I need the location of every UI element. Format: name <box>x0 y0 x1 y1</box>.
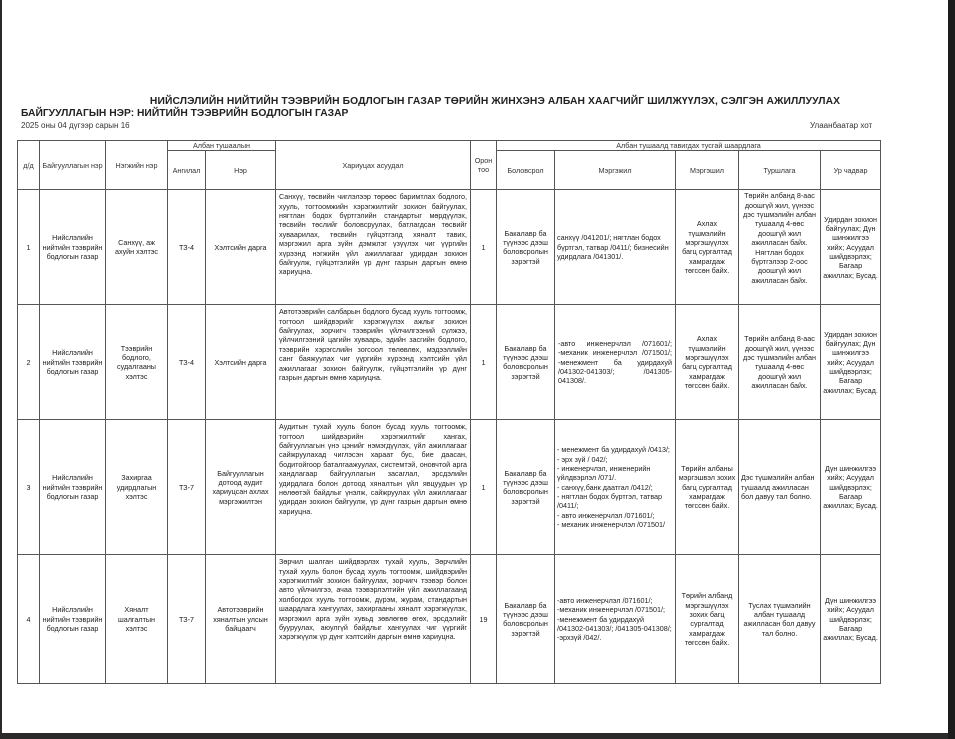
cell-education: Бакалавр ба түүнээс дээш боловсролын зэрэгтэй <box>497 305 555 420</box>
header-profession: Мэргэжил <box>555 151 676 190</box>
profession-line: - механик инженерчлэл /071501/ <box>557 520 666 530</box>
document-city: Улаанбаатар хот <box>810 121 873 130</box>
table-row <box>18 555 881 684</box>
table-row <box>18 305 881 420</box>
cell-org-name: Нийслэлийн нийтийн тээврийн бодлогын газар <box>40 305 106 420</box>
header-count: Орон тоо <box>471 141 497 190</box>
cell-experience: Туслах түшмэлийн албан тушаалд ажилласан бол давуу тал болно. <box>739 555 821 684</box>
profession-line: - менежмент ба удирдахуй /0413/; <box>557 445 670 455</box>
cell-unit-name: Хяналт шалгалтын хэлтэс <box>106 555 168 684</box>
header-skills: Ур чадвар <box>821 151 881 190</box>
cell-responsibility: Автотээврийн салбарын бодлого бусад хууль тогтоомж, тогтоол шийдвэрийг хэрэгжүүлэх ажлыг зохион байгуулах, зорчигч тээврийн үйлчилгээний сүлжээ, үйлчилгээний цагийн хуваарь, эдийн засгийн бодлого, тээврийн хэрэгслийн зогсоол төлөвлөх, мэдээллийн санг баяжуулах чиг үүргийн хүрээнд хэлтсийн үйл ажиллагааг зохион байгуулж, гүйцэтгэлийн үр дүнг газрын даргын өмнө хариуцна. <box>276 305 471 420</box>
cell-profession: санхүү /041201/; нягтлан бодох бүртгэл, татвар /0411/; бизнесийн удирдлага /041301/. <box>555 190 676 305</box>
cell-unit-name: Захиргаа удирдлагын хэлтэс <box>106 420 168 555</box>
document-title <box>2 96 948 107</box>
cell-count: 1 <box>471 305 497 420</box>
cell-specialization: Төрийн албанд мэргэшүүлэх зохих багц сургалтад хамрагдаж төгссөн байх. <box>676 555 739 684</box>
profession-line: - инженерчлэл, инженерийн үйлдвэрлэл /071/. <box>557 463 651 483</box>
cell-count: 1 <box>471 190 497 305</box>
header-experience: Туршлага <box>739 151 821 190</box>
cell-experience: Дэс түшмэлийн албан тушаалд ажилласан бол давуу тал болно. <box>739 420 821 555</box>
table-row <box>18 190 881 305</box>
cell-responsibility: Зөрчил шалган шийдвэрлэх тухай хууль, Зөрчлийн тухай хууль болон бусад хууль тогтоомж, шийдвэрийн хэрэгжилтийг зохион байгуулах, зорчигч тээвэр болон авто үйлчилгээ, ачаа тээвэрлэлтийн үйл ажиллагаанд холбогдох хууль тогтоомж, дүрэм, журам, стандартын шаардлага хангуулах, захиргааны хяналт хэрэгжүүлэх, мэргэжил арга зүйн хувьд зөвлөгөө өгөх, эрсдэлийг бууруулах, аюулгүй байдлыг хангуулах чиг үүргийг хэрэгжүүлж үр дүнг хэлтсийн даргын өмнө хариуцна. <box>276 555 471 684</box>
table-row <box>18 420 881 555</box>
positions-table <box>17 140 881 684</box>
cell-education: Бакалавр ба түүнээс дээш боловсролын зэрэгтэй <box>497 420 555 555</box>
profession-line: - санхүү,банк даатгал /0412/; <box>557 482 653 492</box>
profession-line: - авто инженерчлэл /071601/; <box>557 510 655 520</box>
page-edge-shadow <box>948 0 955 739</box>
cell-category: ТЗ-4 <box>168 305 206 420</box>
cell-specialization: Ахлах түшмэлийн мэргэшүүлэх багц сургалтад хамрагдаж төгссөн байх. <box>676 190 739 305</box>
cell-education: Бакалавр ба түүнээс дээш боловсролын зэрэгтэй <box>497 190 555 305</box>
cell-no: 3 <box>18 420 40 555</box>
cell-no: 1 <box>18 190 40 305</box>
cell-name: Хэлтсийн дарга <box>206 305 276 420</box>
cell-org-name: Нийслэлийн нийтийн тээврийн бодлогын газар <box>40 190 106 305</box>
organization-name: БАЙГУУЛЛАГЫН НЭР: НИЙТИЙН ТЭЭВРИЙН БОДЛОГЫН ГАЗАР <box>21 108 349 119</box>
profession-line: - нягтлан бодох бүртгэл, татвар /0411/; <box>557 492 663 511</box>
header-no: д/д <box>18 141 40 190</box>
document-date: 2025 оны 04 дүгээр сарын 16 <box>21 121 130 130</box>
cell-org-name: Нийслэлийн нийтийн тээврийн бодлогын газар <box>40 555 106 684</box>
cell-no: 4 <box>18 555 40 684</box>
cell-responsibility: Санхүү, төсвийн чиглэлээр төрөөс баримтлах бодлого, хууль, тогтоомжийн хэрэгжилтийг зохион байгуулах, нягтлан бодох бүртгэлийн стандартыг мөрдүүлэх, төсвийн төслийг боловсруулах, батлагдсан төсвийг хуваарилах, төсвийн гүйцэтгэлд хяналт тавих, мэргэжил арга зүйн дэмжлэг үзүүлэх чиг үүргийн хүрээнд нэгжийн үйл ажиллагааг удирдан зохион байгуулж, гүйцэтгэлийн үр дүнг газрын даргын өмнө хариуцна. <box>276 190 471 305</box>
header-responsibility: Хариуцах асуудал <box>276 141 471 190</box>
cell-category: ТЗ-4 <box>168 190 206 305</box>
cell-skills: Удирдан зохион байгуулах; Дүн шинжилгээ хийх; Асуудал шийдвэрлэх; Багаар ажиллах; Бусад. <box>821 190 881 305</box>
cell-specialization: Ахлах түшмэлийн мэргэшүүлэх багц сургалтад хамрагдаж төгссөн байх. <box>676 305 739 420</box>
cell-count: 19 <box>471 555 497 684</box>
cell-name: Хэлтсийн дарга <box>206 190 276 305</box>
header-org-name: Байгууллагын нэр <box>40 141 106 190</box>
cell-name: Автотээврийн хяналтын улсын байцаагч <box>206 555 276 684</box>
cell-education: Бакалавр ба түүнээс дээш боловсролын зэрэгтэй <box>497 555 555 684</box>
cell-profession <box>555 420 676 555</box>
cell-profession: -авто инженерчлэл /071601/; -механик инженерчлэл /071501/; -менежмент ба удирдахуй /041302-041303/; /041305-041308/; -эрхзүй /042/. <box>555 555 676 684</box>
cell-category: ТЗ-7 <box>168 555 206 684</box>
header-category: Ангилал <box>168 151 206 190</box>
cell-unit-name: Тээврийн бодлого, судалгааны хэлтэс <box>106 305 168 420</box>
header-position-group: Албан тушаалын <box>168 141 276 151</box>
cell-skills: Удирдан зохион байгуулах; Дүн шинжилгээ хийх; Асуудал шийдвэрлэх; Багаар ажиллах; Бусад. <box>821 305 881 420</box>
header-requirements-group: Албан тушаалд тавигдах тусгай шаардлага <box>497 141 881 151</box>
cell-unit-name: Санхүү, аж ахуйн хэлтэс <box>106 190 168 305</box>
cell-experience: Төрийн албанд 8-аас доошгүй жил, үүнээс дэс түшмэлийн албан тушаалд 4-өөс доошгүй жил ажилласан байх. <box>739 305 821 420</box>
cell-org-name: Нийслэлийн нийтийн тээврийн бодлогын газар <box>40 420 106 555</box>
cell-no: 2 <box>18 305 40 420</box>
cell-experience: Төрийн албанд 8-аас доошгүй жил, үүнээс дэс түшмэлийн албан тушаалд 4-өөс доошгүй жил ажилласан байх. Нягтлан бодох бүртгэлээр 2-оос доошгүй жил ажилласан байх. <box>739 190 821 305</box>
header-name: Нэр <box>206 151 276 190</box>
cell-responsibility: Аудитын тухай хууль болон бусад хууль тогтоомж, тогтоол шийдвэрийн хэрэгжилтийг хангах, байгууллагын үнэ цэнийг нэмэгдүүлэх, үйл ажиллагааг сайжруулахад чиглэсэн хараат бус, бие даасан, бодитойгоор баталгаажуулах, системтэй, оновчтой арга хандлагаар байгууллагын засаглал, эрсдэлийн удирдлага болон дотоод хяналтын үйл явцуудын үр нөлөөтэй байдлыг үнэлж, сайжруулах үйл ажиллагааг удирдан зохион байгуулж, үр дүнг газрын даргын өмнө хариуцна. <box>276 420 471 555</box>
cell-skills: Дүн шинжилгээ хийх; Асуудал шийдвэрлэх; Багаар ажиллах; Бусад. <box>821 555 881 684</box>
cell-count: 1 <box>471 420 497 555</box>
cell-specialization: Төрийн албаны мэргэшвэл зохих багц сургалтад хамрагдаж төгссөн байх. <box>676 420 739 555</box>
header-education: Боловсрол <box>497 151 555 190</box>
cell-profession: -авто инженерчлэл /071601/; -механик инженерчлэл /071501/; -менежмент ба удирдахуй /041302-041303/; /041305-041308/. <box>555 305 676 420</box>
title-text: НИЙСЛЭЛИЙН НИЙТИЙН ТЭЭВРИЙН БОДЛОГЫН ГАЗАР ТӨРИЙН ЖИНХЭНЭ АЛБАН ХААГЧИЙГ ШИЛЖҮҮЛЭХ, СЭЛГЭН АЖИЛЛУУЛАХ <box>149 96 841 107</box>
profession-line: - эрх зүй / 042/; <box>557 454 608 464</box>
cell-skills: Дүн шинжилгээ хийх; Асуудал шийдвэрлэх; Багаар ажиллах; Бусад. <box>821 420 881 555</box>
header-unit-name: Нэгжийн нэр <box>106 141 168 190</box>
header-row-1 <box>18 141 881 151</box>
header-specialization: Мэргэшил <box>676 151 739 190</box>
cell-name: Байгууллагын дотоод аудит хариуцсан ахлах мэргэжилтэн <box>206 420 276 555</box>
cell-category: ТЗ-7 <box>168 420 206 555</box>
